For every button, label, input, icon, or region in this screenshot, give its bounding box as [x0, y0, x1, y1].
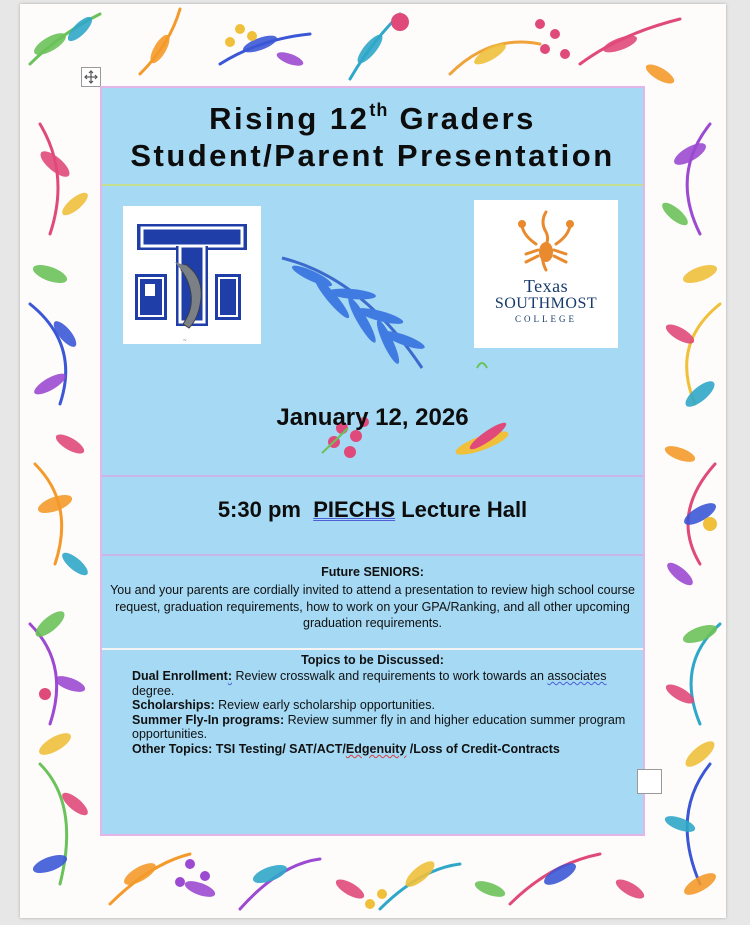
document-page	[20, 4, 726, 918]
pi-logo	[123, 206, 261, 344]
tsc-name: Texas SOUTHMOST	[494, 276, 598, 312]
topic-dual-enrollment: Dual Enrollment: Review crosswalk and requirements to work towards an associates degree.	[132, 669, 607, 698]
event-time-location: 5:30 pm PIECHS Lecture Hall	[217, 497, 528, 522]
location-name: PIECHS	[313, 497, 396, 522]
title-divider	[102, 184, 643, 186]
resize-handle[interactable]	[637, 769, 662, 794]
event-date: January 12, 2026	[276, 404, 469, 431]
flyer-panel[interactable]	[100, 86, 645, 836]
tsc-college: COLLEGE	[515, 314, 577, 324]
topic-scholarships: Scholarships: Review early scholarship opportunities.	[132, 698, 435, 713]
time-divider	[102, 554, 643, 556]
invitation-body: You and your parents are cordially invited to attend a presentation to review high school course request, graduation requirements, how to work on your GPA/Ranking, and all other upcoming graduation requirements.	[110, 583, 635, 630]
pti-logo-graphic	[123, 206, 261, 344]
title-line-1: Rising 12th Graders	[209, 100, 536, 136]
decorative-leaves-icon	[252, 238, 522, 468]
invitation-heading: Future SENIORS:	[321, 565, 424, 579]
topics-list	[132, 669, 632, 757]
svg-text:~: ~	[183, 338, 187, 344]
topic-summer-fly-in: Summer Fly-In programs: Review summer fly in and higher education summer program opportunities.	[132, 712, 626, 742]
invitation-divider	[102, 648, 643, 650]
topic-other: Other Topics: TSI Testing/ SAT/ACT/Edgenuity /Loss of Credit-Contracts	[132, 741, 560, 756]
topics-heading: Topics to be Discussed:	[301, 653, 444, 667]
date-divider	[102, 475, 643, 477]
title-line-2: Student/Parent Presentation	[130, 138, 615, 173]
four-arrows-move-icon	[84, 70, 98, 84]
move-handle[interactable]	[81, 67, 101, 87]
title-superscript: th	[369, 100, 389, 120]
